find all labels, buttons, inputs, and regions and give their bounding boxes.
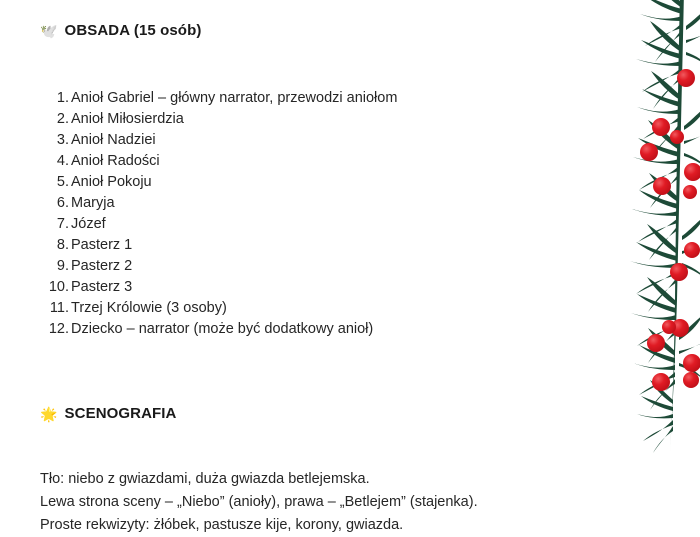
list-item-number: 5. [56, 174, 69, 190]
list-item [40, 214, 580, 235]
list-item-label: Anioł Radości [71, 153, 160, 169]
list-item [40, 256, 580, 277]
list-item [40, 151, 580, 172]
list-item [40, 109, 580, 130]
list-item [40, 277, 580, 298]
list-item-label: Trzej Królowie (3 osoby) [71, 300, 227, 316]
list-item-label: Pasterz 3 [71, 279, 133, 295]
list-item [40, 193, 580, 214]
heading-scenografia [40, 405, 176, 422]
list-item-number: 4. [56, 153, 69, 169]
scenery-line: Proste rekwizyty: żłóbek, pastusze kije, korony, gwiazda. [40, 517, 404, 533]
list-item [40, 298, 580, 319]
list-item-number: 12. [48, 321, 69, 337]
list-item [40, 88, 580, 109]
list-item-number: 8. [56, 237, 69, 253]
list-item [40, 319, 580, 340]
list-item-label: Anioł Miłosierdzia [71, 111, 184, 127]
list-item-number: 9. [56, 258, 69, 274]
list-item-number: 1. [56, 90, 69, 106]
list-item-number: 2. [56, 111, 69, 127]
list-item-label: Anioł Pokoju [71, 174, 152, 190]
list-item-label: Pasterz 1 [71, 237, 133, 253]
list-item [40, 172, 580, 193]
heading-obsada [40, 22, 201, 39]
list-item-number: 3. [56, 132, 69, 148]
cast-list [40, 88, 580, 340]
scenery-line: Lewa strona sceny – „Niebo” (anioły), prawa – „Betlejem” (stajenka). [40, 494, 478, 510]
list-item-label: Józef [71, 216, 106, 232]
glowing-star-icon: 🌟 [40, 405, 58, 422]
list-item-label: Dziecko – narrator (może być dodatkowy anioł) [71, 321, 374, 337]
heading-obsada-label: OBSADA (15 osób) [64, 22, 202, 39]
list-item-number: 7. [56, 216, 69, 232]
list-item-number: 10. [48, 279, 69, 295]
list-item-label: Anioł Gabriel – główny narrator, przewodzi aniołom [71, 90, 398, 106]
list-item-label: Maryja [71, 195, 115, 211]
dove-icon: 🕊️ [40, 22, 58, 39]
list-item [40, 130, 580, 151]
heading-scenografia-label: SCENOGRAFIA [64, 405, 177, 422]
scenery-line: Tło: niebo z gwiazdami, duża gwiazda betlejemska. [40, 471, 370, 487]
scenery-body [40, 468, 600, 537]
list-item-label: Anioł Nadziei [71, 132, 156, 148]
berry-cluster [640, 69, 700, 391]
list-item [40, 235, 580, 256]
list-item-number: 11. [49, 300, 69, 316]
list-item-label: Pasterz 2 [71, 258, 133, 274]
list-item-number: 6. [56, 195, 69, 211]
